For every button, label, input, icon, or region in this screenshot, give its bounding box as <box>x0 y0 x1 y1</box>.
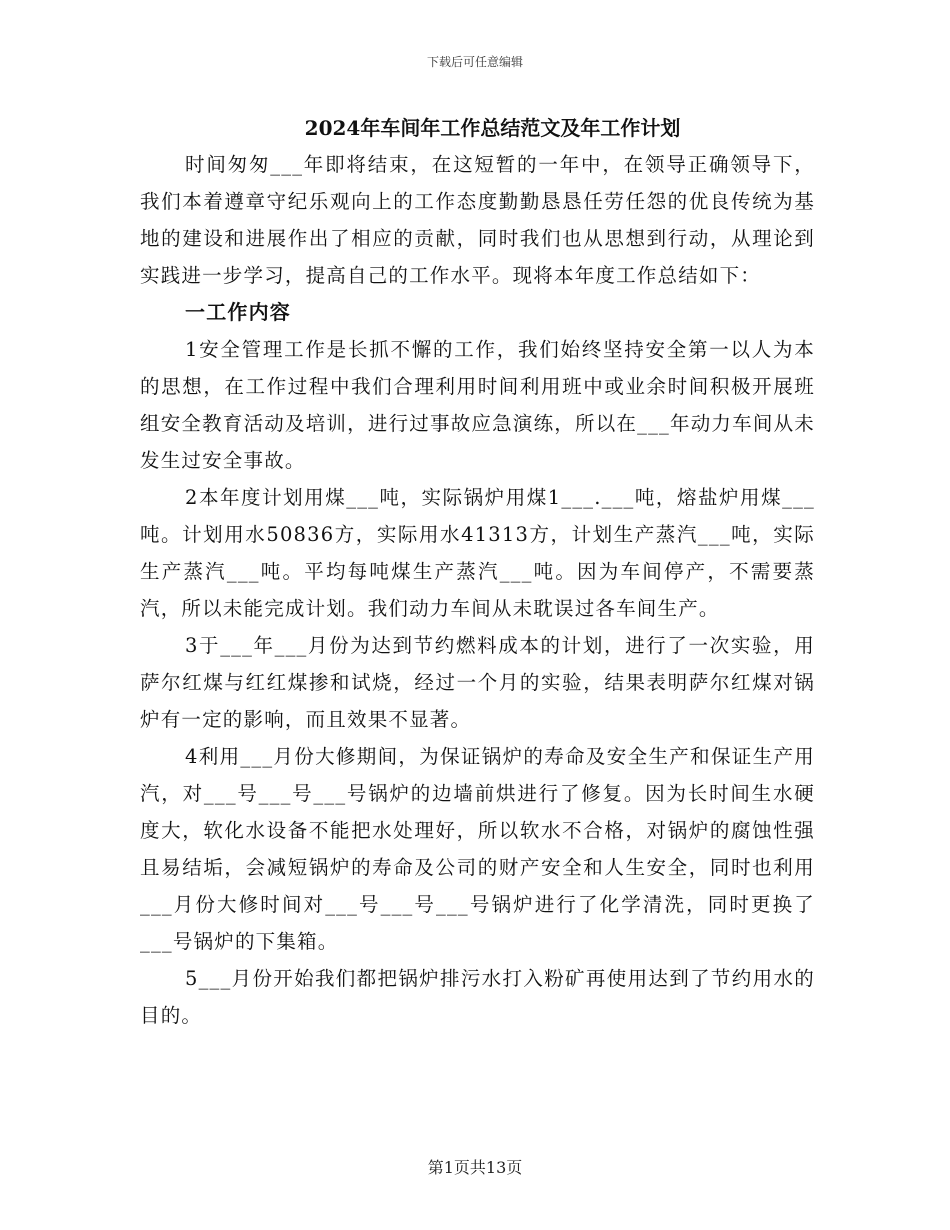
paragraph-5: 5___月份开始我们都把锅炉排污水打入粉矿再使用达到了节约用水的目的。 <box>140 967 815 1027</box>
section-heading: 一工作内容 <box>185 300 291 324</box>
paragraph-1: 1安全管理工作是长抓不懈的工作，我们始终坚持安全第一以人为本的思想，在工作过程中我们合理利用时间利用班中或业余时间积极开展班组安全教育活动及培训，进行过事故应急演练，所以在___年动力车间从未发生过安全事故。 <box>140 338 815 472</box>
paragraph-2: 2本年度计划用煤___吨，实际锅炉用煤1___.___吨，熔盐炉用煤___吨。计划用水50836方，实际用水41313方，计划生产蒸汽___吨，实际生产蒸汽___吨。平均每吨煤生产蒸汽___吨。因为车间停产，不需要蒸汽，所以未能完成计划。我们动力车间从未耽误过各车间生产。 <box>140 486 815 620</box>
paragraph-4: 4利用___月份大修期间，为保证锅炉的寿命及安全生产和保证生产用汽，对___号___号___号锅炉的边墙前烘进行了修复。因为长时间生水硬度大，软化水设备不能把水处理好，所以软水不合格，对锅炉的腐蚀性强且易结垢，会减短锅炉的寿命及公司的财产安全和人生安全，同时也利用___月份大修时间对___号___号___号锅炉进行了化学清洗，同时更换了___号锅炉的下集箱。 <box>140 745 815 953</box>
page-footer: 第1页共13页 <box>427 1158 523 1177</box>
intro-paragraph: 时间匆匆___年即将结束，在这短暂的一年中，在领导正确领导下，我们本着遵章守纪乐观向上的工作态度勤勤恳恳任劳任怨的优良传统为基地的建设和进展作出了相应的贡献，同时我们也从思想到行动，从理论到实践进一步学习，提高自己的工作水平。现将本年度工作总结如下： <box>140 153 815 287</box>
paragraph-3: 3于___年___月份为达到节约燃料成本的计划，进行了一次实验，用萨尔红煤与红红煤掺和试烧，经过一个月的实验，结果表明萨尔红煤对锅炉有一定的影响，而且效果不显著。 <box>140 634 815 731</box>
document-body <box>140 110 815 1034</box>
document-title: 2024年车间年工作总结范文及年工作计划 <box>304 116 681 140</box>
header-note: 下载后可任意编辑 <box>426 55 523 69</box>
